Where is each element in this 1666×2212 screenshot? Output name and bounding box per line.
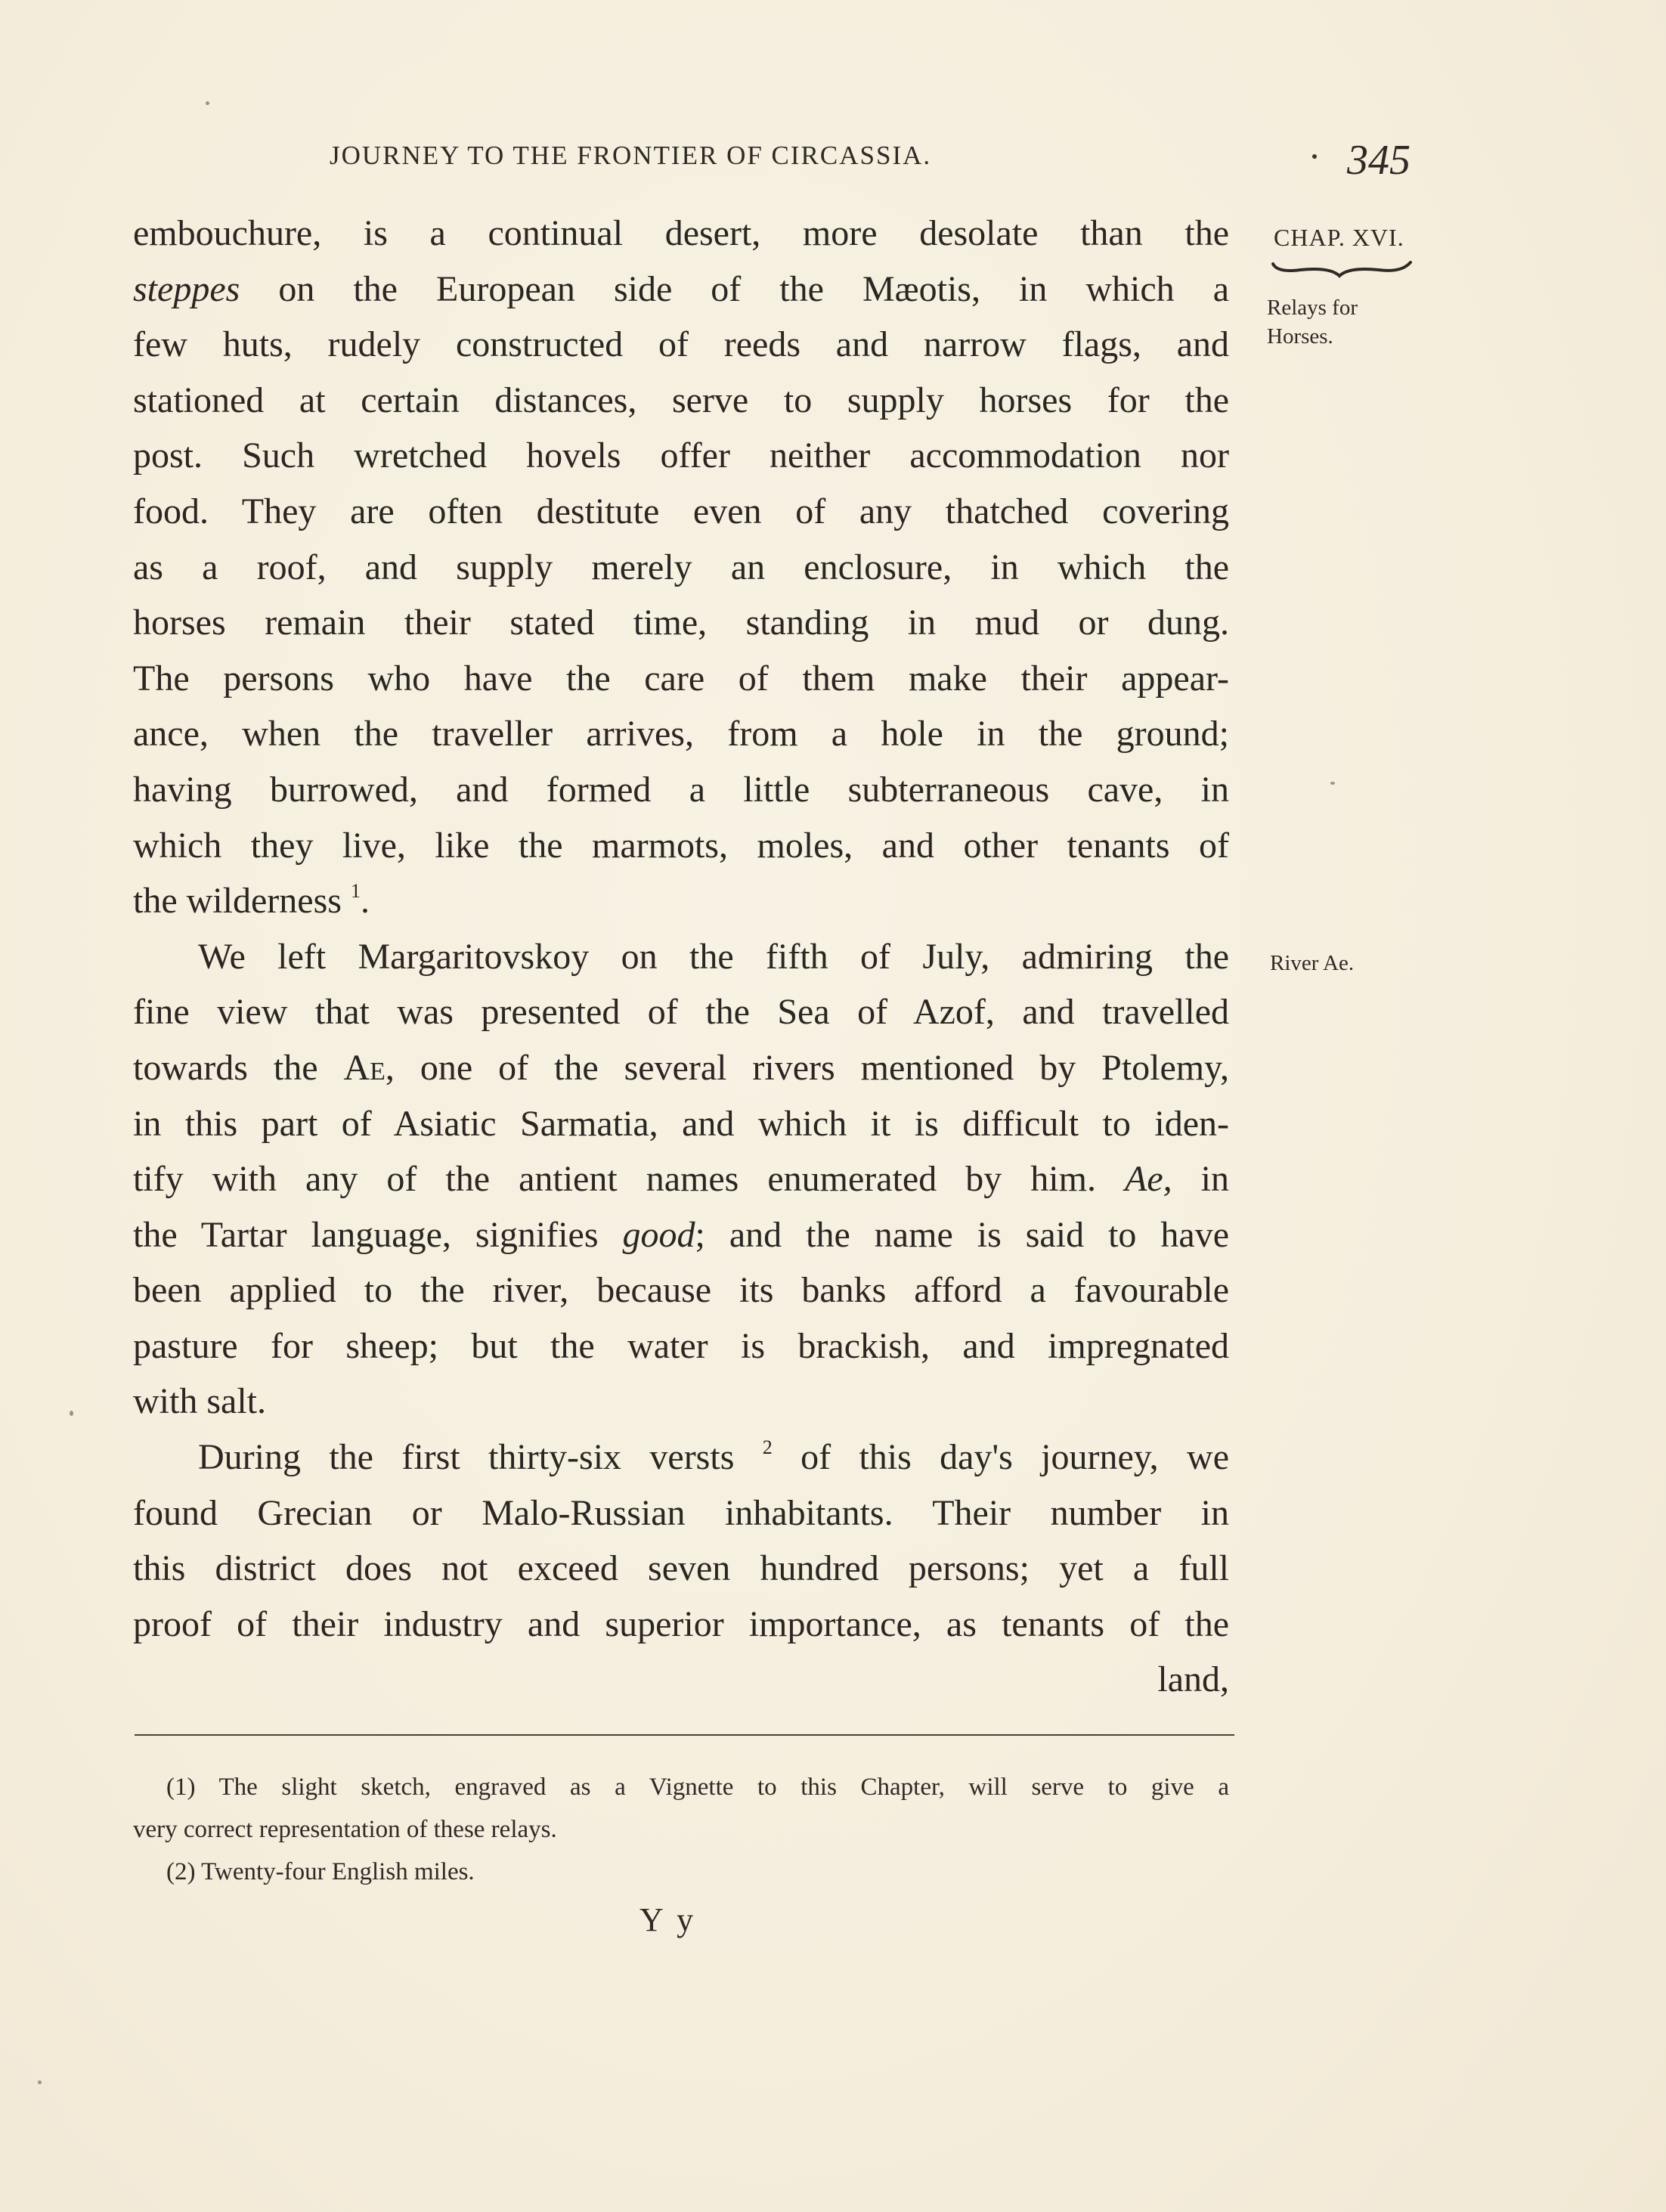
paragraph-line: having burrowed, and formed a little subterraneous cave, in <box>133 769 1229 810</box>
paragraph-line: food. They are often destitute even of any thatched covering <box>133 491 1229 531</box>
paragraph-line <box>133 1207 1229 1263</box>
brace-ornament <box>1270 261 1414 279</box>
paragraph-line: embouchure, is a continual desert, more desolate than the <box>133 213 1229 253</box>
text-segment: ; and the name is said to have <box>695 1214 1230 1255</box>
paragraph-line: in this part of Asiatic Sarmatia, and which it is difficult to iden- <box>133 1103 1229 1144</box>
chapter-label: CHAP. XVI. <box>1274 224 1404 251</box>
text-segment: , one of the several rivers mentioned by Ptolemy, <box>385 1047 1230 1088</box>
paragraph-line: fine view that was presented of the Sea of Azof, and travelled <box>133 992 1229 1033</box>
paragraph-2 <box>133 929 1229 1430</box>
paragraph-line <box>133 1430 1229 1486</box>
margin-note-relays <box>1267 293 1418 351</box>
text-segment <box>763 1437 773 1477</box>
text-segment: tify with any of the antient names enumerated by him. <box>133 1159 1125 1200</box>
paragraph-1 <box>133 206 1229 929</box>
body-text <box>133 206 1229 1708</box>
margin-note-relays-line2: Horses. <box>1267 324 1333 349</box>
text-segment: the wilderness <box>133 881 351 922</box>
paper-speck <box>206 101 209 105</box>
text-segment: of this day's journey, we <box>772 1437 1229 1478</box>
paragraph-line <box>133 1040 1229 1096</box>
text-segment: . <box>360 881 370 922</box>
page-number: 345 <box>1347 137 1411 184</box>
footnote-ref[interactable]: 1 <box>350 880 361 903</box>
paragraph-line: few huts, rudely constructed of reeds and narrow flags, and <box>133 324 1229 365</box>
paragraph-line <box>133 262 1229 318</box>
paragraph-line: this district does not exceed seven hundred persons; yet a full <box>133 1548 1229 1589</box>
paragraph-3 <box>133 1430 1229 1708</box>
paper-speck <box>38 2080 42 2084</box>
paragraph-line: been applied to the river, because its banks afford a favourable <box>133 1270 1229 1311</box>
footnote-1-line-1: (1) The slight sketch, engraved as a Vignette to this Chapter, will serve to give a <box>166 1774 1229 1801</box>
footnote-2: (2) Twenty-four English miles. <box>166 1858 475 1885</box>
text-segment: on the European side of the Mæotis, in which a <box>240 268 1229 309</box>
paper-speck <box>1330 782 1335 785</box>
paragraph-line: The persons who have the care of them make their appear- <box>133 658 1229 699</box>
footnotes <box>133 1766 1229 1893</box>
text-segment: in <box>1172 1159 1229 1200</box>
text-segment: good <box>622 1214 695 1255</box>
text-segment: steppes <box>133 268 240 309</box>
paragraph-line: stationed at certain distances, serve to supply horses for the <box>133 380 1229 420</box>
paper-speck <box>70 1411 73 1416</box>
text-segment <box>351 881 361 921</box>
text-segment: towards the <box>133 1047 344 1088</box>
paragraph-line: with salt. <box>133 1381 266 1422</box>
paragraph-line: found Grecian or Malo-Russian inhabitants. Their number in <box>133 1492 1229 1533</box>
signature-mark: Y y <box>639 1901 697 1938</box>
paragraph-line: land, <box>1157 1659 1229 1700</box>
paragraph-line <box>133 873 1229 929</box>
header-dot <box>1312 154 1317 159</box>
text-segment: Ae <box>343 1047 386 1088</box>
paragraph-line <box>133 1151 1229 1207</box>
text-segment: Ae, <box>1125 1159 1172 1200</box>
paragraph-line: proof of their industry and superior importance, as tenants of the <box>133 1603 1229 1644</box>
paragraph-line: horses remain their stated time, standing in mud or dung. <box>133 603 1229 643</box>
paragraph-line: We left Margaritovskoy on the fifth of July, admiring the <box>198 936 1229 977</box>
footnote-ref[interactable]: 2 <box>762 1436 773 1459</box>
text-segment: During the first thirty-six versts <box>198 1437 763 1478</box>
footnote-1-line-2: very correct representation of these relays. <box>133 1816 557 1843</box>
margin-note-relays-line1: Relays for <box>1267 296 1358 320</box>
paragraph-line: as a roof, and supply merely an enclosure, in which the <box>133 547 1229 587</box>
text-segment: the Tartar language, signifies <box>133 1214 623 1255</box>
paragraph-line: pasture for sheep; but the water is brackish, and impregnated <box>133 1325 1229 1366</box>
running-title: JOURNEY TO THE FRONTIER OF CIRCASSIA. <box>330 141 932 170</box>
paragraph-line: which they live, like the marmots, moles, and other tenants of <box>133 825 1229 866</box>
paragraph-line: ance, when the traveller arrives, from a hole in the ground; <box>133 714 1229 754</box>
margin-note-river: River Ae. <box>1270 951 1355 975</box>
footnote-rule <box>135 1734 1234 1736</box>
paragraph-line: post. Such wretched hovels offer neither accommodation nor <box>133 435 1229 476</box>
